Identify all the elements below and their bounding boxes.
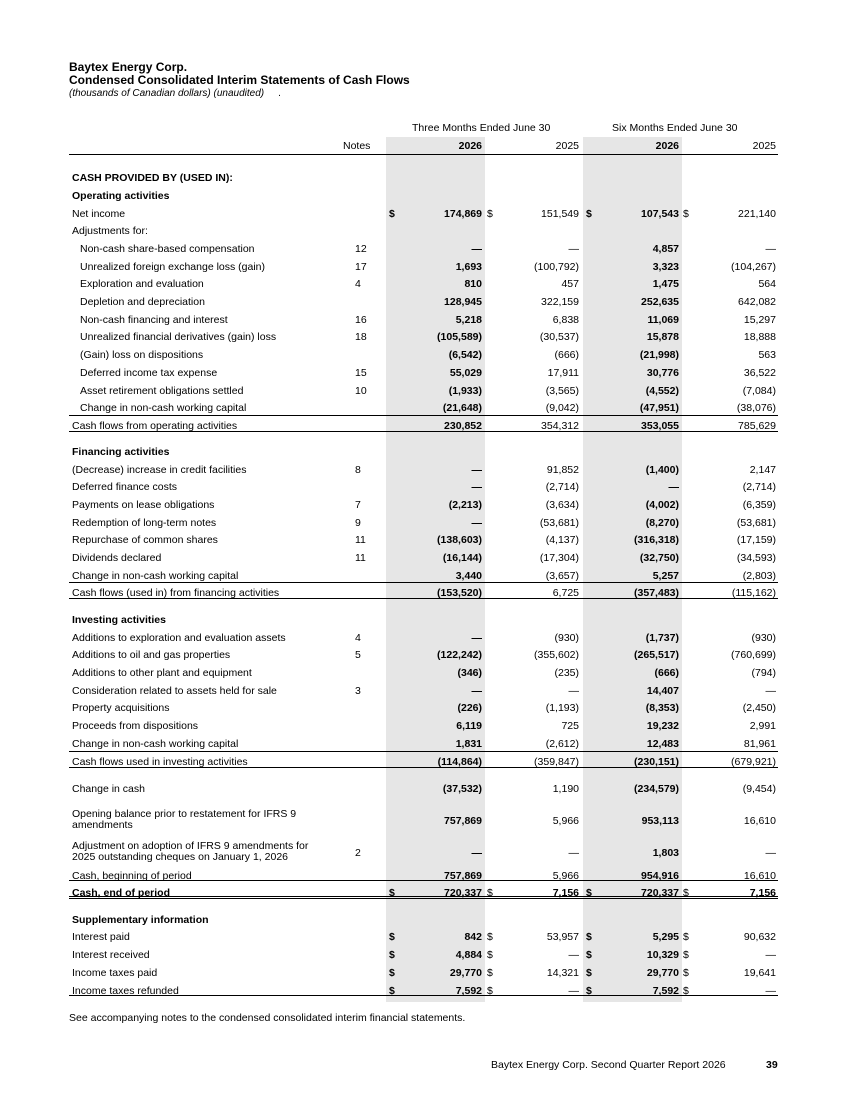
cell-value: 107,543 [641,208,679,220]
row-label: Property acquisitions [72,702,170,714]
cell-value: 55,029 [449,367,482,379]
row-label: Non-cash share-based compensation [80,243,255,255]
cell-value: — [765,243,776,255]
notes-header: Notes [343,140,371,152]
row-label: Unrealized financial derivatives (gain) loss [80,331,277,343]
currency-symbol: $ [683,931,689,943]
currency-symbol: $ [487,949,493,961]
group-six-months: Six Months Ended June 30 [612,122,738,134]
row-label: Income taxes refunded [72,985,179,997]
cell-value: 29,770 [449,967,482,979]
cell-value: (21,998) [639,349,679,361]
cell-value: 90,632 [743,931,776,943]
cell-value: 564 [758,278,776,290]
currency-symbol: $ [389,949,395,961]
row-label: Financing activities [72,446,170,458]
cell-value: 322,159 [541,296,579,308]
row-label: Net income [72,208,126,220]
cell-value: 5,295 [652,931,679,943]
subtotal-rule [69,751,778,752]
cell-value: (1,400) [645,464,679,476]
currency-symbol: $ [389,967,395,979]
footnote: See accompanying notes to the condensed consolidated interim financial statements. [69,1012,466,1024]
currency-symbol: $ [389,887,395,899]
subtotal-rule [69,582,778,583]
row-label-line: 2025 outstanding cheques on January 1, 2026 [72,851,289,863]
subtotal-rule [69,431,778,432]
row-label: Deferred finance costs [72,481,178,493]
cell-value: (6,359) [742,499,776,511]
cell-value: — [471,685,482,697]
cell-value: (1,737) [645,632,679,644]
cell-value: 354,312 [541,420,579,432]
note-ref: 12 [355,243,367,255]
cell-value: (234,579) [634,783,679,795]
cell-value: — [765,985,776,997]
cell-value: 230,852 [444,420,482,432]
cell-value: 2,147 [749,464,776,476]
cell-value: 757,869 [444,870,482,882]
currency-symbol: $ [683,985,689,997]
row-label: Dividends declared [72,552,162,564]
note-ref: 4 [355,278,361,290]
cell-value: (2,803) [742,570,776,582]
cell-value: (8,270) [645,517,679,529]
cell-value: 6,838 [552,314,579,326]
cell-value: (34,593) [736,552,776,564]
cell-value: 81,961 [743,738,776,750]
cell-value: — [568,243,579,255]
cell-value: — [471,464,482,476]
cell-value: (1,193) [545,702,579,714]
cell-value: (265,517) [634,649,679,661]
row-label: Supplementary information [72,914,209,926]
currency-symbol: $ [487,967,493,979]
cell-value: 720,337 [641,887,679,899]
cell-value: 563 [758,349,776,361]
cell-value: 19,232 [646,720,679,732]
row-label: Depletion and depreciation [80,296,205,308]
cell-value: (794) [751,667,776,679]
row-label: Consideration related to assets held for sale [72,685,277,697]
note-ref: 10 [355,385,367,397]
cell-value: — [765,949,776,961]
cell-value: 16,610 [743,870,776,882]
row-label: Asset retirement obligations settled [80,385,244,397]
cell-value: (666) [654,667,679,679]
cell-value: 3,323 [652,261,679,273]
cell-value: 7,592 [652,985,679,997]
cell-value: (32,750) [639,552,679,564]
note-ref: 17 [355,261,367,273]
row-label: Change in non-cash working capital [72,738,239,750]
units-note: (thousands of Canadian dollars) (unaudited) [69,88,265,99]
cell-value: (21,648) [442,402,482,414]
cell-value: 10,329 [646,949,679,961]
page-footer: Baytex Energy Corp. Second Quarter Report 2026 [491,1059,726,1071]
cell-value: 6,725 [552,587,579,599]
cell-value: (930) [751,632,776,644]
row-label: (Decrease) increase in credit facilities [72,464,247,476]
cell-value: 14,407 [646,685,679,697]
row-label: Investing activities [72,614,166,626]
statement-title: Condensed Consolidated Interim Statements of Cash Flows [69,73,410,87]
row-label: Income taxes paid [72,967,158,979]
cell-value: 725 [561,720,579,732]
cell-value: (138,603) [437,534,482,546]
cell-value: (2,714) [742,481,776,493]
cell-value: 15,878 [646,331,679,343]
cell-value: (104,267) [731,261,776,273]
note-ref: 15 [355,367,367,379]
cell-value: 720,337 [444,887,482,899]
row-label: Operating activities [72,190,170,202]
cell-value: 30,776 [646,367,679,379]
cell-value: (115,162) [731,587,776,599]
cell-value: (122,242) [437,649,482,661]
cell-value: 757,869 [444,815,482,827]
cell-value: (9,042) [545,402,579,414]
currency-symbol: $ [586,967,592,979]
row-label: Deferred income tax expense [80,367,218,379]
cell-value: 18,888 [743,331,776,343]
cell-value: 1,803 [652,847,679,859]
note-ref: 18 [355,331,367,343]
cell-value: (16,144) [442,552,482,564]
subtotal-rule [69,415,778,416]
currency-symbol: $ [389,208,395,220]
cell-value: 785,629 [738,420,776,432]
cell-value: 128,945 [444,296,482,308]
row-label: Additions to exploration and evaluation assets [72,632,286,644]
cell-value: (153,520) [437,587,482,599]
currency-symbol: $ [487,985,493,997]
currency-symbol: $ [683,208,689,220]
cell-value: — [568,985,579,997]
cell-value: — [765,847,776,859]
row-label: Cash flows from operating activities [72,420,238,432]
cell-value: — [471,481,482,493]
currency-symbol: $ [586,208,592,220]
cell-value: (53,681) [539,517,579,529]
cell-value: (17,159) [736,534,776,546]
cell-value: 29,770 [646,967,679,979]
cell-value: (6,542) [448,349,482,361]
cell-value: (760,699) [731,649,776,661]
cell-value: 7,592 [455,985,482,997]
currency-symbol: $ [683,949,689,961]
note-ref: 2 [355,847,361,859]
year-header: 2025 [752,140,776,152]
cell-value: (4,137) [545,534,579,546]
cell-value: (30,537) [539,331,579,343]
cell-value: — [568,847,579,859]
row-label: Exploration and evaluation [80,278,204,290]
currency-symbol: $ [487,208,493,220]
cell-value: — [471,243,482,255]
cell-value: 3,440 [455,570,482,582]
cell-value: (316,318) [634,534,679,546]
row-label: Cash, end of period [72,887,171,899]
row-label: Payments on lease obligations [72,499,215,511]
cell-value: (114,864) [437,756,482,768]
cell-value: 19,641 [743,967,776,979]
cell-value: 252,635 [641,296,679,308]
note-ref: 16 [355,314,367,326]
cell-value: 353,055 [641,420,679,432]
cell-value: (2,450) [742,702,776,714]
row-label: Additions to oil and gas properties [72,649,231,661]
row-label: Interest received [72,949,150,961]
currency-symbol: $ [389,931,395,943]
row-label-line: amendments [72,819,133,831]
cell-value: (666) [554,349,579,361]
subtotal-rule [69,598,778,599]
row-label: Non-cash financing and interest [80,314,228,326]
cell-value: (100,792) [534,261,579,273]
cell-value: 36,522 [743,367,776,379]
cell-value: 810 [464,278,482,290]
row-label [72,809,296,831]
currency-symbol: $ [586,949,592,961]
cell-value: 11,069 [647,314,679,326]
cell-value: 2,991 [749,720,776,732]
cell-value: 151,549 [541,208,579,220]
cell-value: 457 [561,278,579,290]
currency-symbol: $ [586,887,592,899]
cell-value: (38,076) [736,402,776,414]
note-ref: 7 [355,499,361,511]
row-label: (Gain) loss on dispositions [80,349,204,361]
cell-value: — [471,517,482,529]
stray-dot: . [278,88,281,99]
cell-value: 4,857 [652,243,679,255]
currency-symbol: $ [683,887,689,899]
row-label: Change in cash [72,783,145,795]
page-number: 39 [766,1059,778,1071]
cell-value: (230,151) [634,756,679,768]
row-label: Cash flows (used in) from financing activities [72,587,280,599]
group-three-months: Three Months Ended June 30 [412,122,551,134]
cell-value: 221,140 [738,208,776,220]
cell-value: (105,589) [437,331,482,343]
cell-value: — [765,685,776,697]
currency-symbol: $ [586,985,592,997]
cell-value: (4,002) [645,499,679,511]
row-label: Repurchase of common shares [72,534,218,546]
cell-value: (17,304) [539,552,579,564]
cell-value: — [568,949,579,961]
cell-value: (359,847) [534,756,579,768]
total-double-rule [69,896,778,899]
row-label: Interest paid [72,931,130,943]
cell-value: 1,190 [552,783,579,795]
cell-value: (37,532) [442,783,482,795]
currency-symbol: $ [683,967,689,979]
note-ref: 11 [355,534,366,546]
row-label: Proceeds from dispositions [72,720,199,732]
currency-symbol: $ [487,887,493,899]
cell-value: 5,966 [552,870,579,882]
row-label-line: Adjustment on adoption of IFRS 9 amendments for [72,840,309,852]
cell-value: 1,475 [652,278,679,290]
cell-value: (4,552) [645,385,679,397]
cell-value: 16,610 [743,815,776,827]
cell-value: (930) [554,632,579,644]
row-label-line: Opening balance prior to restatement for IFRS 9 [72,808,297,820]
cell-value: 6,119 [456,720,482,732]
cell-value: 17,911 [547,367,579,379]
currency-symbol: $ [586,931,592,943]
cell-value: 53,957 [546,931,579,943]
cell-value: 7,156 [552,887,579,899]
cell-value: 7,156 [749,887,776,899]
note-ref: 9 [355,517,361,529]
cell-value: 842 [464,931,482,943]
cell-value: 5,218 [455,314,482,326]
cell-value: (9,454) [742,783,776,795]
cell-value: (3,634) [545,499,579,511]
note-ref: 3 [355,685,361,697]
cell-value: (2,714) [545,481,579,493]
currency-symbol: $ [389,985,395,997]
cell-value: 5,966 [552,815,579,827]
cell-value: (47,951) [639,402,679,414]
cell-value: — [668,481,679,493]
cell-value: 1,693 [455,261,482,273]
cell-value: — [568,685,579,697]
year-header: 2025 [555,140,579,152]
row-label: Adjustments for: [72,225,148,237]
cell-value: (1,933) [448,385,482,397]
subtotal-rule [69,767,778,768]
cell-value: (2,612) [545,738,579,750]
cell-value: 953,113 [641,815,679,827]
cell-value: 14,321 [546,967,579,979]
row-label: Unrealized foreign exchange loss (gain) [80,261,266,273]
note-ref: 11 [355,552,366,564]
cell-value: 4,884 [455,949,482,961]
row-label: Change in non-cash working capital [72,570,239,582]
currency-symbol: $ [487,931,493,943]
row-label: CASH PROVIDED BY (USED IN): [72,172,233,184]
cell-value: (679,921) [731,756,776,768]
cell-value: 5,257 [652,570,679,582]
cell-value: 91,852 [546,464,579,476]
cell-value: 1,831 [455,738,482,750]
cell-value: (357,483) [634,587,679,599]
cell-value: — [471,847,482,859]
cell-value: (53,681) [736,517,776,529]
row-label: Cash flows used in investing activities [72,756,248,768]
year-header: 2026 [458,140,482,152]
cell-value: (346) [457,667,482,679]
note-ref: 8 [355,464,361,476]
cell-value: (226) [457,702,482,714]
cell-value: (2,213) [448,499,482,511]
cell-value: (8,353) [645,702,679,714]
row-label: Change in non-cash working capital [80,402,247,414]
cell-value: 15,297 [743,314,776,326]
row-label: Redemption of long-term notes [72,517,217,529]
cell-value: (3,565) [545,385,579,397]
cell-value: 954,916 [641,870,679,882]
cell-value: (355,602) [534,649,579,661]
cell-value: 642,082 [738,296,776,308]
cell-value: (235) [554,667,579,679]
cell-value: — [471,632,482,644]
note-ref: 5 [355,649,361,661]
row-label: Additions to other plant and equipment [72,667,252,679]
note-ref: 4 [355,632,361,644]
row-label [72,841,308,863]
cell-value: (7,084) [742,385,776,397]
row-label: Cash, beginning of period [72,870,192,882]
end-rule [69,995,778,996]
company-name: Baytex Energy Corp. [69,60,188,74]
subtotal-rule [69,880,778,881]
year-header: 2026 [655,140,679,152]
cell-value: 174,869 [444,208,482,220]
cell-value: 12,483 [646,738,679,750]
cell-value: (3,657) [545,570,579,582]
